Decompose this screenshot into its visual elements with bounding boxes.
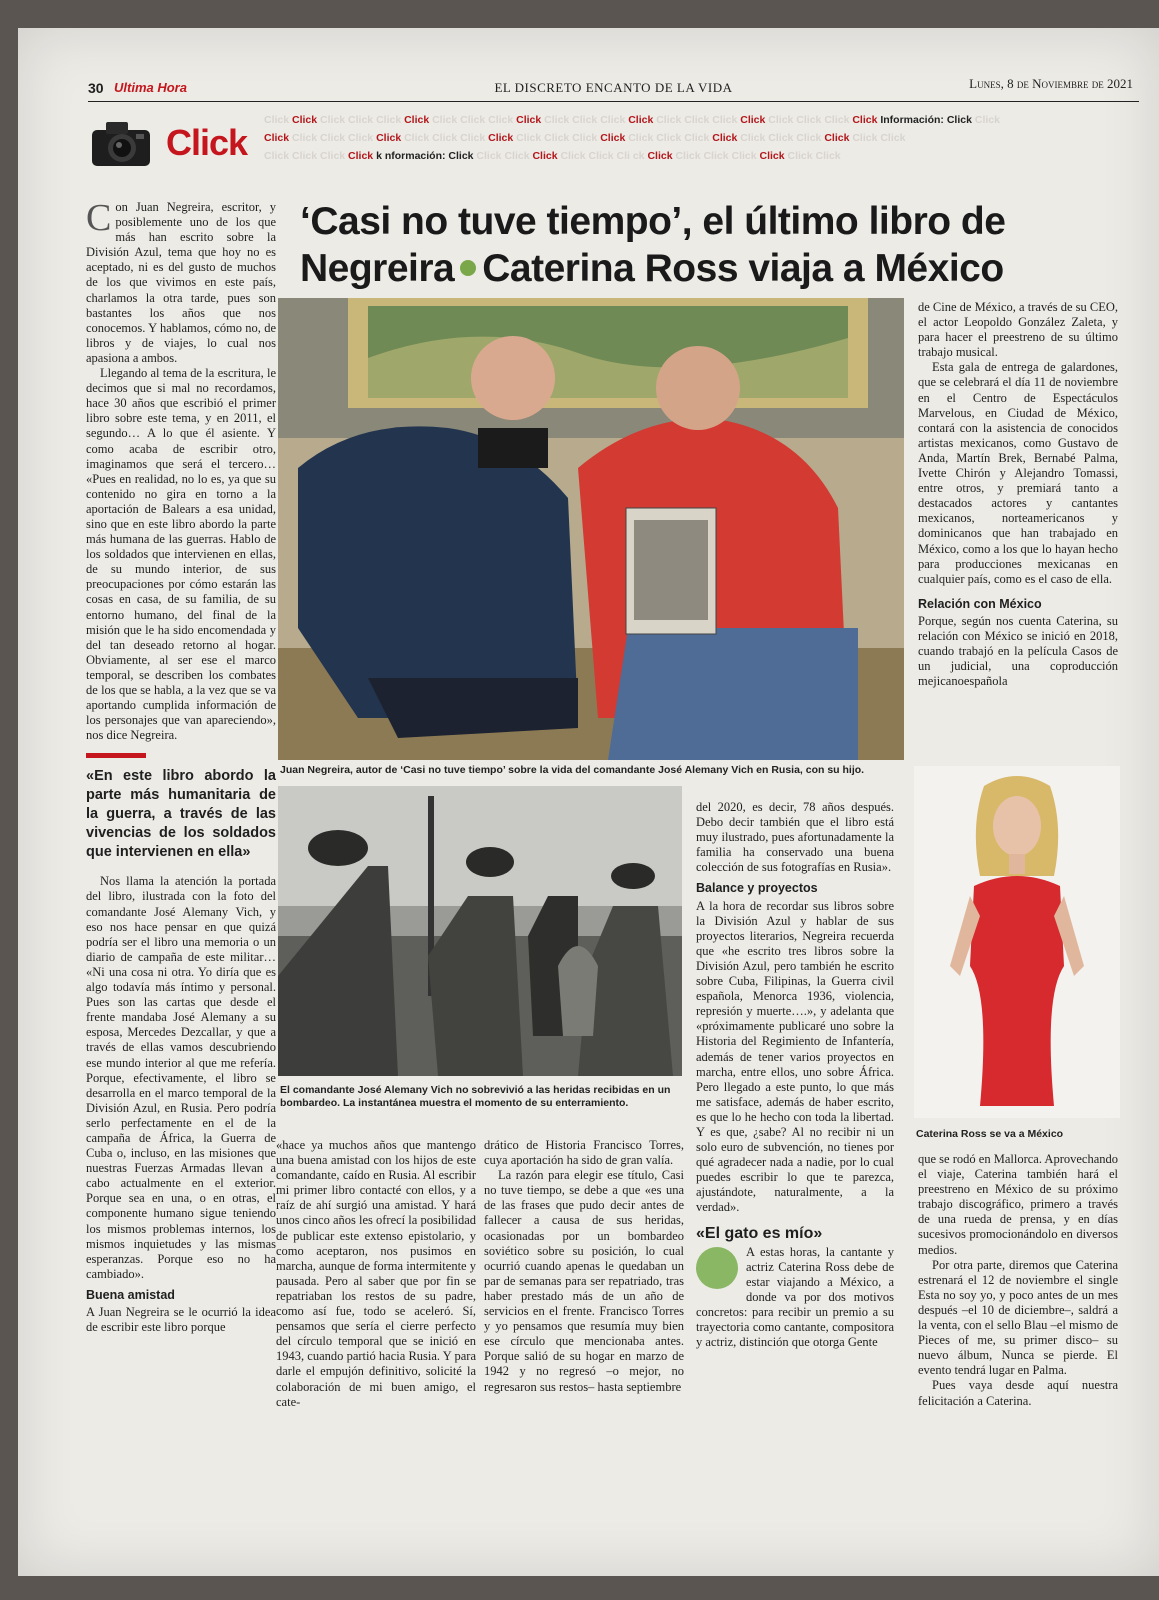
- click-word: Click: [675, 150, 704, 162]
- headline-part-1: ‘Casi no tuve tiempo’, el último libro de: [300, 200, 1006, 243]
- photo-caption-3: Caterina Ross se va a México: [916, 1128, 1064, 1140]
- issue-date: Lunes, 8 de Noviembre de 2021: [969, 76, 1133, 91]
- click-logo: Click: [166, 122, 248, 163]
- click-word: Click: [432, 132, 461, 144]
- headline: [300, 198, 1120, 292]
- paragraph: «hace ya muchos años que mantengo una buena amistad con los hijos de este comandante, caído en Rusia. Al escribir mi primer libro contacté con ellos, y a raíz de ahí surgió una amistad. Y hará unos cinco años les ofrecí la posibilidad de publicar este extenso epistolario, y como aceptaron, nos pusimos en marcha, aunque de forma intermitente y pausada. Pero al saber que por fin se repatriaban los restos de su padre, como así fue, todo se aceleró. Sí, pensamos que sería el cierre perfecto del círculo temporal que se inició en 1943, cuando partió hacia Rusia. Y para darle el empujón definitivo, solicité la colaboración de mi buen amigo, el cate-: [276, 1138, 476, 1409]
- headline-part-3: Caterina Ross viaja a México: [482, 247, 1004, 290]
- brand-logo: Ultima Hora: [114, 80, 187, 95]
- column-2: [276, 1138, 476, 1410]
- paragraph: drático de Historia Francisco Torres, cuya aportación ha sido de gran valía.: [484, 1138, 684, 1168]
- column-1: [86, 197, 276, 1335]
- click-word: Click: [824, 114, 853, 126]
- click-word: Click: [348, 114, 377, 126]
- paragraph: Esta gala de entrega de galardones, que se celebrará el día 11 de noviembre en el Centro de Espectáculos Marvelous, en Ciudad de México, contará con la asistencia de conocidos artistas mexicanos, como Gustavo de Anda, Martín Brek, Bernabé Palma, Ivette Chirón y Alejandro Tomassi, entre otros, y premiará tanto a destacados actores y cantantes mexicanos, norteamericanos y dominicanos que han trabajado en México, como a los que lo hayan hecho para producciones mexicanas en cualquier país, como es el caso de ella.: [918, 360, 1118, 586]
- click-word: Click: [787, 150, 816, 162]
- click-row-2: [264, 132, 1139, 146]
- subheading: Buena amistad: [86, 1287, 175, 1302]
- click-word: Click: [824, 132, 853, 144]
- click-word: Click: [376, 114, 405, 126]
- photo-image: [278, 298, 904, 760]
- click-word: Click: [628, 114, 657, 126]
- subheading: Balance y proyectos: [696, 881, 818, 896]
- paragraph: Por otra parte, diremos que Caterina estrenará el 12 de noviembre el single Esta no soy yo, y poco antes de un mes después –el 10 de diciembre–, saldrá a la venta, con el sello Blau –el mismo de Pieces of me, su primer disco– su nuevo álbum, Nunca se pierde. El evento tendrá lugar en Palma.: [918, 1257, 1118, 1378]
- click-word: Click: [712, 114, 741, 126]
- click-word: Click: [376, 132, 405, 144]
- click-word: Click: [404, 132, 433, 144]
- click-word: Click: [292, 114, 321, 126]
- click-word: Click: [320, 150, 349, 162]
- click-row-1: [264, 114, 1139, 128]
- column-5-continued: [918, 1152, 1118, 1409]
- column-3: [484, 1138, 684, 1395]
- paragraph: que se rodó en Mallorca. Aprovechando el viaje, Caterina también hará el preestreno en México de su próximo trabajo discográfico, primero a través de una rueda de prensa, y en días sucesivos promocionándolo en diversos medios.: [918, 1152, 1118, 1257]
- bullet-dot-icon: [460, 260, 476, 276]
- click-word: Click: [880, 132, 906, 144]
- click-word: Click: [320, 114, 349, 126]
- click-word: Click: [852, 132, 881, 144]
- photo-negreira-with-son: [278, 298, 904, 760]
- click-word: Click: [488, 114, 517, 126]
- click-word: Click: [588, 150, 617, 162]
- paragraph: Con Juan Negreira, escritor, y posiblemente uno de los que más han escrito sobre la División Azul, tema que hoy no es aceptado, ni es del gusto de muchos de los que vivimos en este país, charlamos la otra tarde, pues son bastantes los años que nos conocemos. Y hablamos, cómo no, de libros y de viajes, lo cual nos apasiona a ambos.: [86, 197, 276, 365]
- click-banner: [86, 110, 1139, 178]
- click-word: Click: [974, 114, 1000, 126]
- page-number: 30: [88, 80, 104, 96]
- click-word: Click: [731, 150, 760, 162]
- click-word: Click: [600, 132, 629, 144]
- photo-caterina-ross: [914, 766, 1120, 1118]
- paragraph: Nos llama la atención la portada del libro, ilustrada con la foto del comandante José Alemany Vich, y eso nos hace pensar en que quizá podría ser el libro una memoria o un diario de campaña de este militar… «Ni una cosa ni otra. Yo diría que es algo todavía más íntimo y personal. Pues son las cartas que desde el frente mandaba José Alemany a su esposa, Mercedes Dezcallar, y que a través de ellas vamos descubriendo ese mundo interior al que me refería. Porque, efectivamente, el libro se desarrolla en el marco temporal de la División Azul, en Rusia. Pero podría serlo perfectamente en el de la campaña de África, la Guerra de Cuba o, incluso, en las misiones que nuestras Fuerzas Armadas llevan a cabo actualmente en el exterior. Porque sea en una, o en otras, el componente humano sigue teniendo los mismos problemas internos, los mismos inquietudes y las mismas esperanzas. Porque eso no ha cambiado».: [86, 874, 276, 1281]
- click-word: Click: [348, 132, 377, 144]
- click-word: Click: [560, 150, 589, 162]
- click-word: Click: [476, 150, 505, 162]
- click-word: Click: [656, 114, 685, 126]
- section-heading-gato: «El gato es mío»: [696, 1224, 823, 1242]
- pull-quote: «En este libro abordo la parte más humanitaria de la guerra, a través de las vivencias de los soldados que intervienen en ella»: [86, 753, 276, 862]
- click-word: Click: [292, 132, 321, 144]
- click-word: Click: [852, 114, 881, 126]
- click-word: Click: [516, 114, 545, 126]
- click-word: Click: [759, 150, 788, 162]
- click-word: Click: [488, 132, 517, 144]
- paragraph: Llegando al tema de la escritura, le decimos que si mal no recordamos, hace 30 años que escribió el primer libro sobre este tema, y en 2011, el segundo… A lo que él asiente. Y como acaba de escribir otro, imaginamos que será el tercero… «Pues en realidad, no lo es, ya que su contenido no gira en torno a la aportación de Balears a esa unidad, sino que en este libro abordo la parte más humana de las guerras. Hablo de los soldados que intervienen en ellas, de su mundo interior, de sus preocupaciones por cómo estarán las cosas en casa, de su familia, de su entorno humano, del final de la misión que le ha sido encomendada y del tan deseado retorno al hogar. Obviamente, al ser ese el marco temporal, se describen los combates de los que se habla, a la vez que se va aportando cumplida información de los personajes que van apareciendo», nos dice Negreira.: [86, 366, 276, 743]
- click-word: Click: [796, 132, 825, 144]
- click-word: Click: [264, 132, 293, 144]
- click-word: Información: Click: [880, 114, 975, 126]
- click-word: Click: [504, 150, 533, 162]
- camera-icon: [86, 116, 156, 170]
- paragraph: Porque, según nos cuenta Caterina, su relación con México se inició en 2018, cuando trabajó en la película Casos de un judicial, una coproducción mejicanoespañola: [918, 613, 1118, 689]
- photo-image: [278, 786, 682, 1076]
- click-word: Cli ck: [616, 150, 648, 162]
- click-word: Click: [647, 150, 676, 162]
- column-5: [918, 300, 1118, 689]
- paragraph: del 2020, es decir, 78 años después. Debo decir también que el libro está muy ilustrado, pues afortunadamente la familia ha conservado una buena colección de sus fotografías en Rusia».: [696, 800, 894, 875]
- page-header: [88, 76, 1139, 102]
- column-4: [696, 800, 894, 1350]
- click-word: Click: [740, 132, 769, 144]
- paragraph: A estas horas, la cantante y actriz Caterina Ross debe de estar viajando a México, a donde va por dos motivos concretos: para recibir un premio a su trayectoria como cantante, compositora y actriz, distinción que otorga Gente: [696, 1244, 894, 1350]
- click-word: Click: [815, 150, 841, 162]
- paragraph: La razón para elegir ese título, Casi no tuve tiempo, se debe a que «es una de las frases que pudo decir antes de fallecer a causa de sus heridas, ocasionadas por un bombardeo soviético sobre su posición, lo cual ocurrió cuando apenas le quedaban un par de semanas para ser repatriado, tras haber prestado más de un año de servicios en el frente. Francisco Torres y yo pensamos que resumía muy bien ese círculo que mencionaba antes. Porque salió de su hogar en marzo de 1942 y no regresó –o mejor, no regresaron sus restos– hasta septiembre: [484, 1168, 684, 1394]
- click-word: Click: [292, 150, 321, 162]
- click-row-3: [264, 150, 1139, 164]
- click-word: Click: [684, 114, 713, 126]
- photo-caption-2: El comandante José Alemany Vich no sobrevivió a las heridas recibidas en un bombardeo. La instantánea muestra el momento de su enterramiento.: [280, 1084, 671, 1109]
- click-word: Click: [404, 114, 433, 126]
- click-word: Click: [712, 132, 741, 144]
- green-dot-icon: [696, 1247, 738, 1289]
- paragraph: Pues vaya desde aquí nuestra felicitación a Caterina.: [918, 1378, 1118, 1408]
- click-word: Click: [544, 114, 573, 126]
- click-word: Click: [532, 150, 561, 162]
- click-word: Click: [544, 132, 573, 144]
- click-word: Click: [684, 132, 713, 144]
- paragraph: A Juan Negreira se le ocurrió la idea de escribir este libro porque: [86, 1305, 276, 1335]
- click-word: Click: [432, 114, 461, 126]
- click-word: Click: [264, 114, 293, 126]
- photo-caption-1: Juan Negreira, autor de ‘Casi no tuve tiempo’ sobre la vida del comandante José Alemany Vich en Rusia, con su hijo.: [280, 764, 865, 776]
- click-word: Click: [796, 114, 825, 126]
- click-word: Click: [516, 132, 545, 144]
- click-word: Click: [768, 114, 797, 126]
- section-title: EL DISCRETO ENCANTO DE LA VIDA: [494, 80, 733, 95]
- click-word: Click: [264, 150, 293, 162]
- click-word: Click: [572, 132, 601, 144]
- click-word: Click: [348, 150, 377, 162]
- subheading: Relación con México: [918, 596, 1042, 611]
- click-word: Click: [600, 114, 629, 126]
- paragraph: de Cine de México, a través de su CEO, el actor Leopoldo González Zaleta, y para hacer el preestreno de su último trabajo musical.: [918, 300, 1118, 360]
- click-word: Click: [628, 132, 657, 144]
- photo-image: [914, 766, 1120, 1118]
- photo-burial: [278, 786, 682, 1076]
- click-word: Click: [460, 114, 489, 126]
- click-word: Click: [768, 132, 797, 144]
- click-word: Click: [320, 132, 349, 144]
- click-word: Click: [656, 132, 685, 144]
- click-word: Click: [740, 114, 769, 126]
- click-word: k nformación: Click: [376, 150, 477, 162]
- click-word: Click: [703, 150, 732, 162]
- headline-part-2: Negreira: [300, 247, 455, 290]
- click-word: Click: [572, 114, 601, 126]
- newspaper-page: [18, 28, 1159, 1576]
- click-word: Click: [460, 132, 489, 144]
- paragraph: A la hora de recordar sus libros sobre la División Azul y hablar de sus proyectos literarios, Negreira recuerda que «he escrito tres libros sobre la División Azul, pero también he escrito sobre Cuba, Filipinas, la Guerra civil española, Menorca 1936, violencia, represión y muerte….», y adelanta que «próximamente publicaré uno sobre la Historia del Regimiento de Infantería, además de tener varios proyectos en marcha, entre ellos, uno sobre África. Pero llegado a este punto, lo que más me satisface, además de haber escrito, es que lo he hecho con toda la libertad. Y es que, ¿sabe? Al no recibir ni un solo euro de subvención, no tienes por qué agradecer nada a nadie, por lo cual puedes escribir lo que te parezca, ajustándote, naturalmente, a la verdad».: [696, 898, 894, 1215]
